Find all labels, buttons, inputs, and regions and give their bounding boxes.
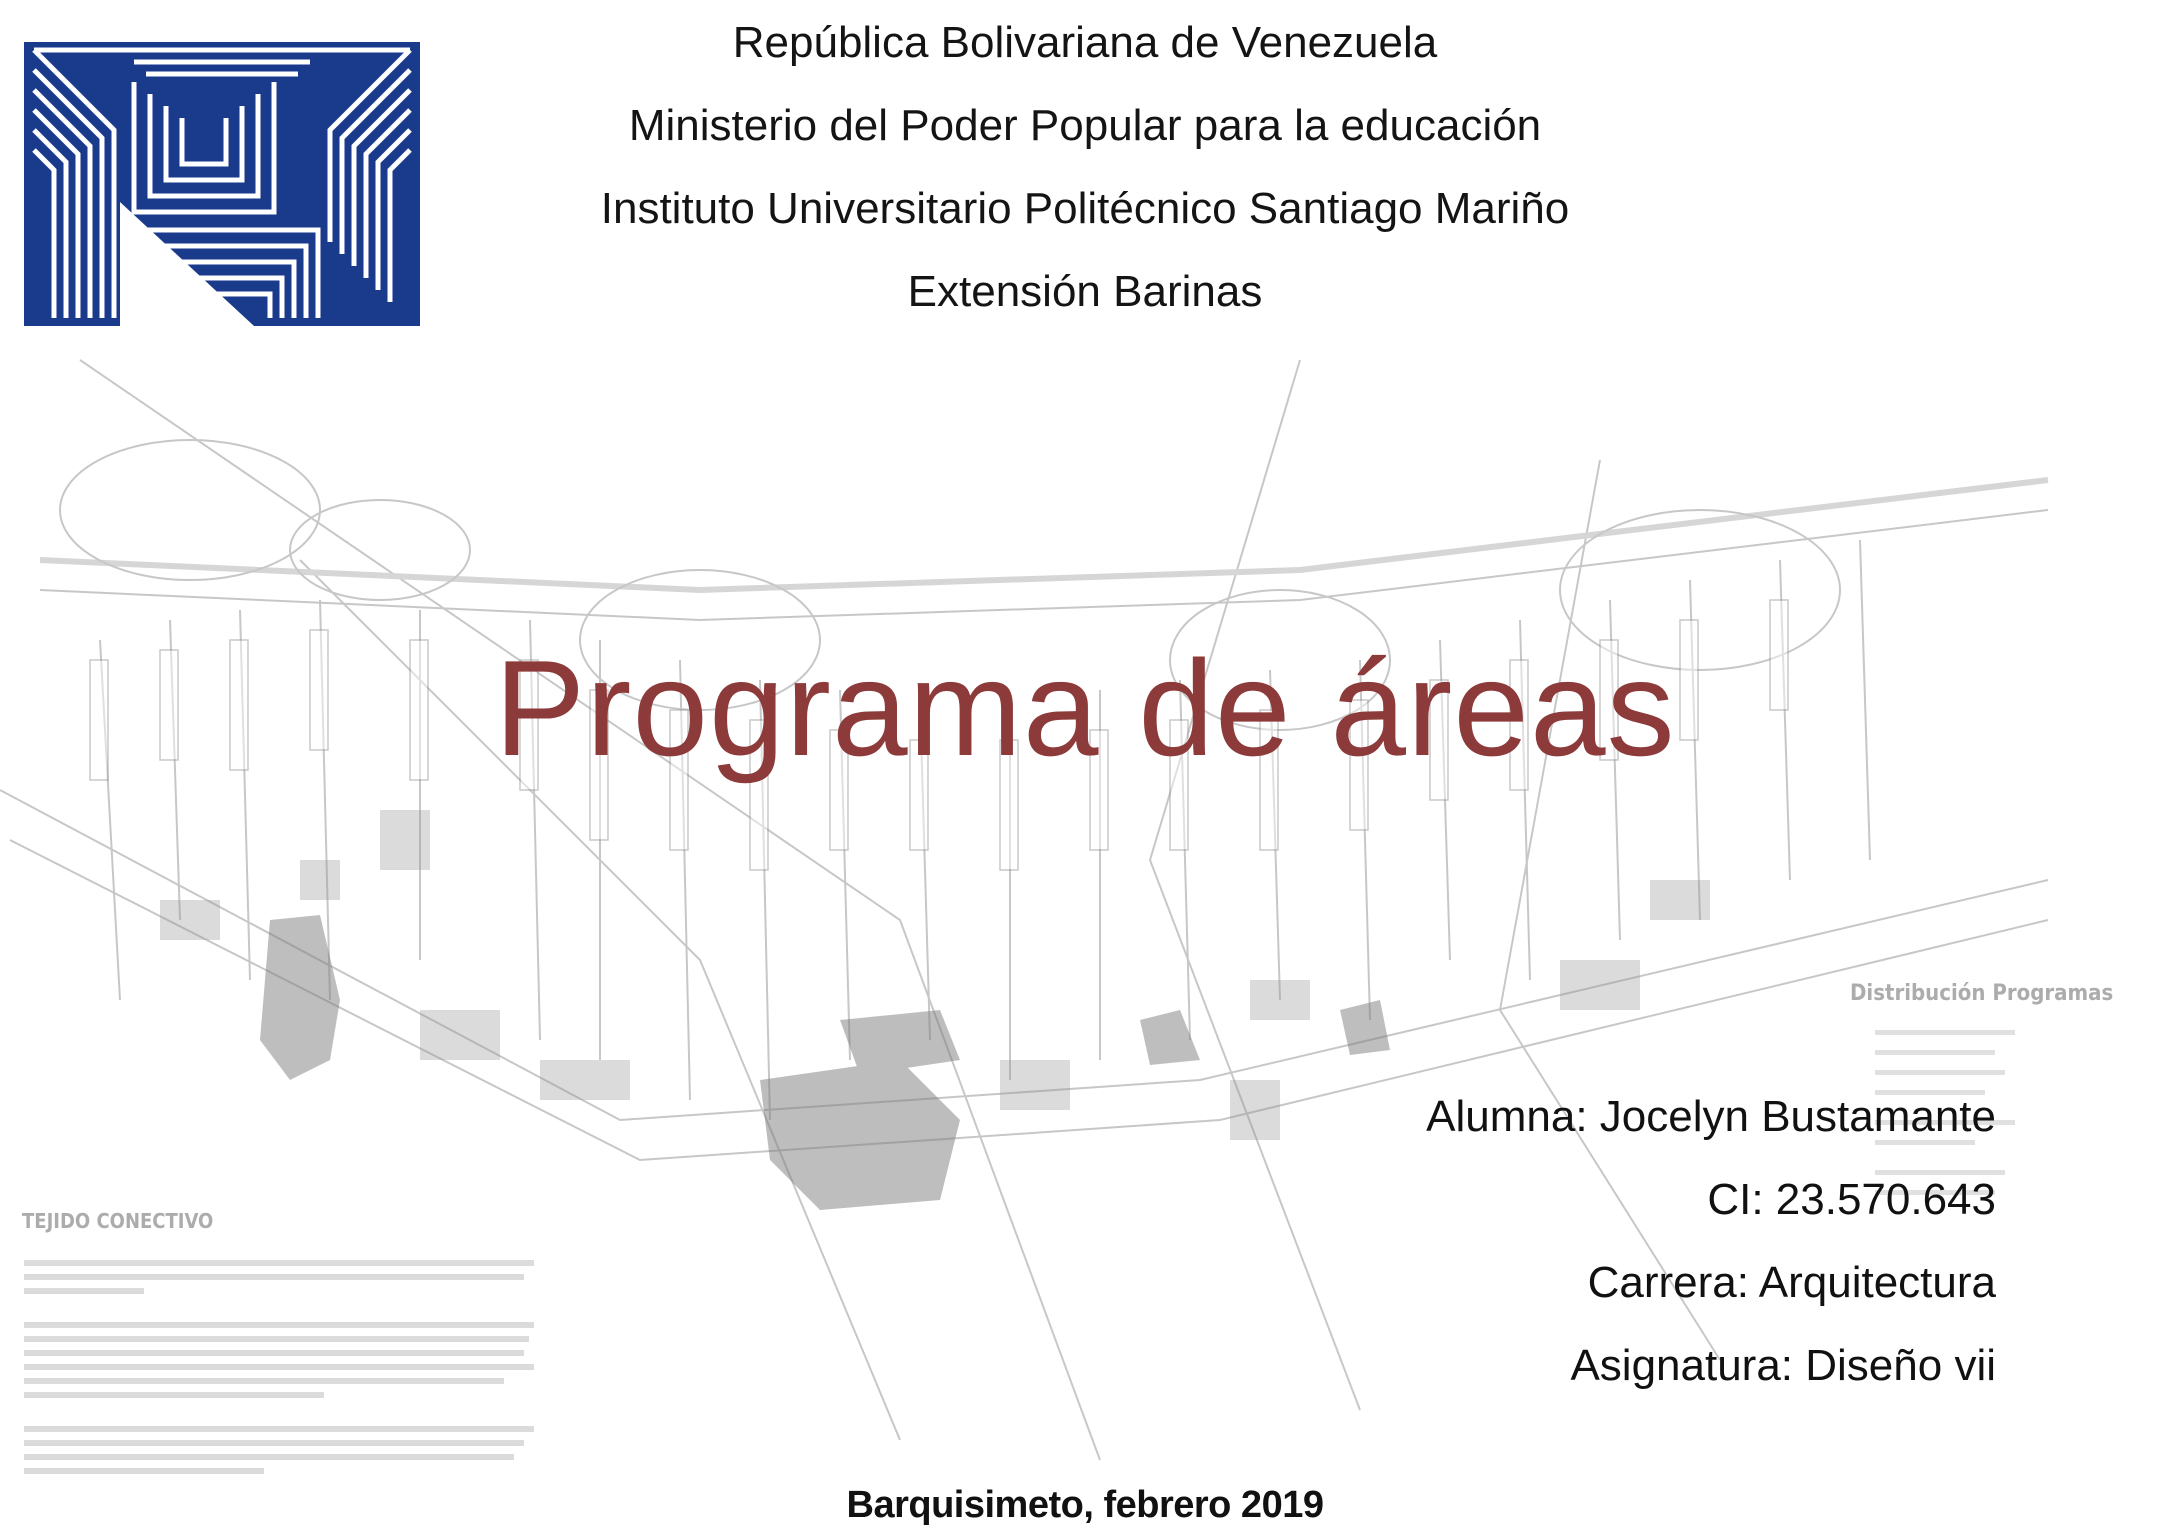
student-subject: Asignatura: Diseño vii [1570,1341,1996,1390]
student-career: Carrera: Arquitectura [1587,1258,1996,1307]
page-title: Programa de áreas [494,632,1676,784]
background-text-heading: TEJIDO CONECTIVO [22,1209,214,1233]
background-side-label: Distribución Programas [1850,981,2114,1006]
header-ministry: Ministerio del Poder Popular para la educación [628,101,1542,150]
header-institute: Instituto Universitario Politécnico Santiago Mariño [600,184,1570,233]
header-extension: Extensión Barinas [907,267,1263,316]
header-country: República Bolivariana de Venezuela [732,18,1438,67]
architectural-plan-background [0,360,2114,1510]
student-name: Alumna: Jocelyn Bustamante [1426,1092,1996,1141]
footer-place-date: Barquisimeto, febrero 2019 [846,1484,1324,1526]
student-ci: CI: 23.570.643 [1707,1175,1996,1224]
